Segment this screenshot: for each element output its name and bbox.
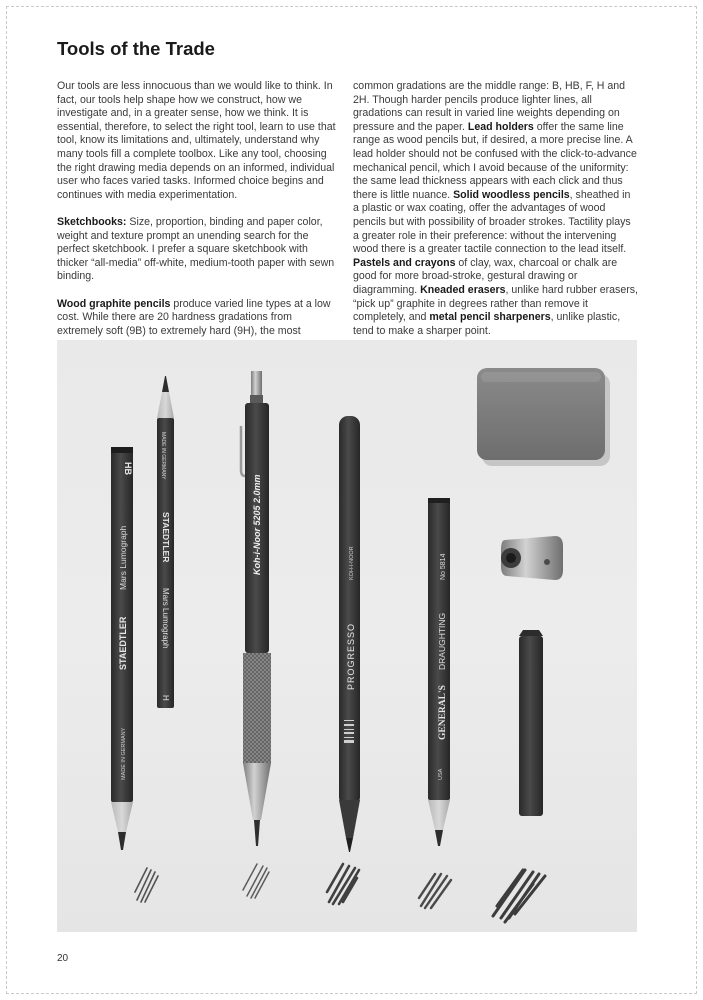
pencil4-brand: GENERAL'S — [438, 685, 448, 740]
media-text-6: , unlike plastic, tend to make a sharper point. — [353, 311, 621, 337]
pencil1-origin: MADE IN GERMANY — [121, 727, 127, 780]
pencil1-grade: HB — [123, 462, 133, 475]
sharpeners-term: metal pencil sharpeners — [429, 311, 551, 324]
pencil1-brand: STAEDTLER — [118, 616, 128, 670]
pencil3-text: KOH-I-NOOR — [349, 546, 355, 580]
media-paragraph — [353, 80, 638, 338]
stroke-samples — [135, 864, 545, 922]
media-text-5: , unlike hard rubber erasers, “pick up” graphite in degrees rather than remove it completely, and — [353, 283, 639, 324]
sketchbooks-paragraph — [57, 216, 340, 284]
wood-pencils-paragraph — [57, 298, 340, 339]
stroke-sample-5 — [493, 870, 545, 922]
staedtler-hb-pencil — [111, 447, 133, 850]
generals-draughting-pencil — [428, 498, 450, 846]
lead-holders-term: Lead holders — [467, 120, 534, 133]
kneaded-eraser — [477, 368, 610, 466]
stroke-sample-2 — [243, 864, 269, 898]
pencil2-brand: STAEDTLER — [161, 512, 171, 563]
intro-paragraph: Our tools are less innocuous than we would like to think. In fact, our tools help shape how we construct, how we investigate and, in a greater sense, how we think. It is essential, therefore, to select the right tool, learn to use that tool, know its limitations and, ultimately, understand why many tools fill a complete toolbox. Like any tool, choosing the right drawing media depends on an informed, individual user who faces varied tasks. Informed choice begins and continues with media experimentation. — [57, 80, 336, 201]
pastel-stick — [519, 630, 543, 816]
left-text-column — [57, 80, 340, 352]
wood-pencils-text: produce varied line types at a low cost. While there are 20 hardness gradations from extremely soft (9B) to extremely hard (9H), the most — [57, 297, 331, 337]
tools-photograph — [57, 340, 637, 932]
pencil4-number: No 5814 — [440, 553, 447, 580]
media-text-4: of clay, wax, charcoal or chalk are good for more broad-stroke, gestural drawing or diagramming. — [353, 256, 618, 296]
pencil3-brand: PROGRESSO — [346, 622, 356, 690]
stroke-sample-1 — [135, 868, 158, 902]
pencil2-origin: MADE IN GERMANY — [160, 432, 166, 480]
woodless-pencils-term: Solid woodless pencils — [453, 188, 570, 201]
stroke-sample-4 — [419, 874, 451, 908]
page-title: Tools of the Trade — [57, 38, 215, 59]
right-text-column — [353, 80, 638, 352]
stroke-sample-3 — [327, 864, 359, 904]
pencil2-grade: H — [161, 695, 170, 701]
pencil2-model: Mars Lumograph — [161, 588, 170, 649]
pencil1-model: Mars Lumograph — [118, 525, 128, 590]
pencil4-origin: USA — [438, 768, 444, 780]
kneaded-erasers-term: Kneaded erasers — [420, 283, 506, 296]
leadholder-text: Koh-i-Noor 5205 2.0mm — [252, 474, 262, 575]
page-number: 20 — [57, 953, 69, 964]
pastels-term: Pastels and crayons — [353, 256, 456, 269]
lead-holder — [241, 371, 271, 846]
metal-pencil-sharpener — [501, 536, 563, 580]
sketchbooks-text: Size, proportion, binding and paper color, weight and texture prompt an unending search for the perfect sketchbook. I prefer a square sketchbook with thicker “all-media” off-white, medium-tooth paper with sewn binding. — [57, 215, 335, 283]
media-text-3: , sheathed in a plastic or wax coating, offer the advantages of wood pencils but with possibility of broader strokes. Tactility plays a greater role in their preference: without the intervening wood there is a greater tactile connection to the lead itself. — [353, 188, 631, 256]
pencil4-model: DRAUGHTING — [437, 612, 447, 670]
sketchbooks-heading: Sketchbooks: — [57, 215, 127, 228]
progresso-woodless-pencil — [339, 416, 360, 852]
media-text-2: offer the same line range as wood pencils but, if desired, a more precise line. A lead holder should not be confused with the click-to-advance mechanical pencil, which I avoid because of the uniformity: the same lead thickness appears with each click and thus there is little nuance. — [353, 120, 637, 201]
wood-pencils-heading: Wood graphite pencils — [57, 297, 171, 310]
staedtler-h-pencil — [157, 376, 174, 708]
media-text-1: common gradations are the middle range: B, HB, F, H and 2H. Though harder pencils produce lighter lines, all gradations can result in varied line weights depending on pressure and the paper. — [353, 80, 626, 133]
